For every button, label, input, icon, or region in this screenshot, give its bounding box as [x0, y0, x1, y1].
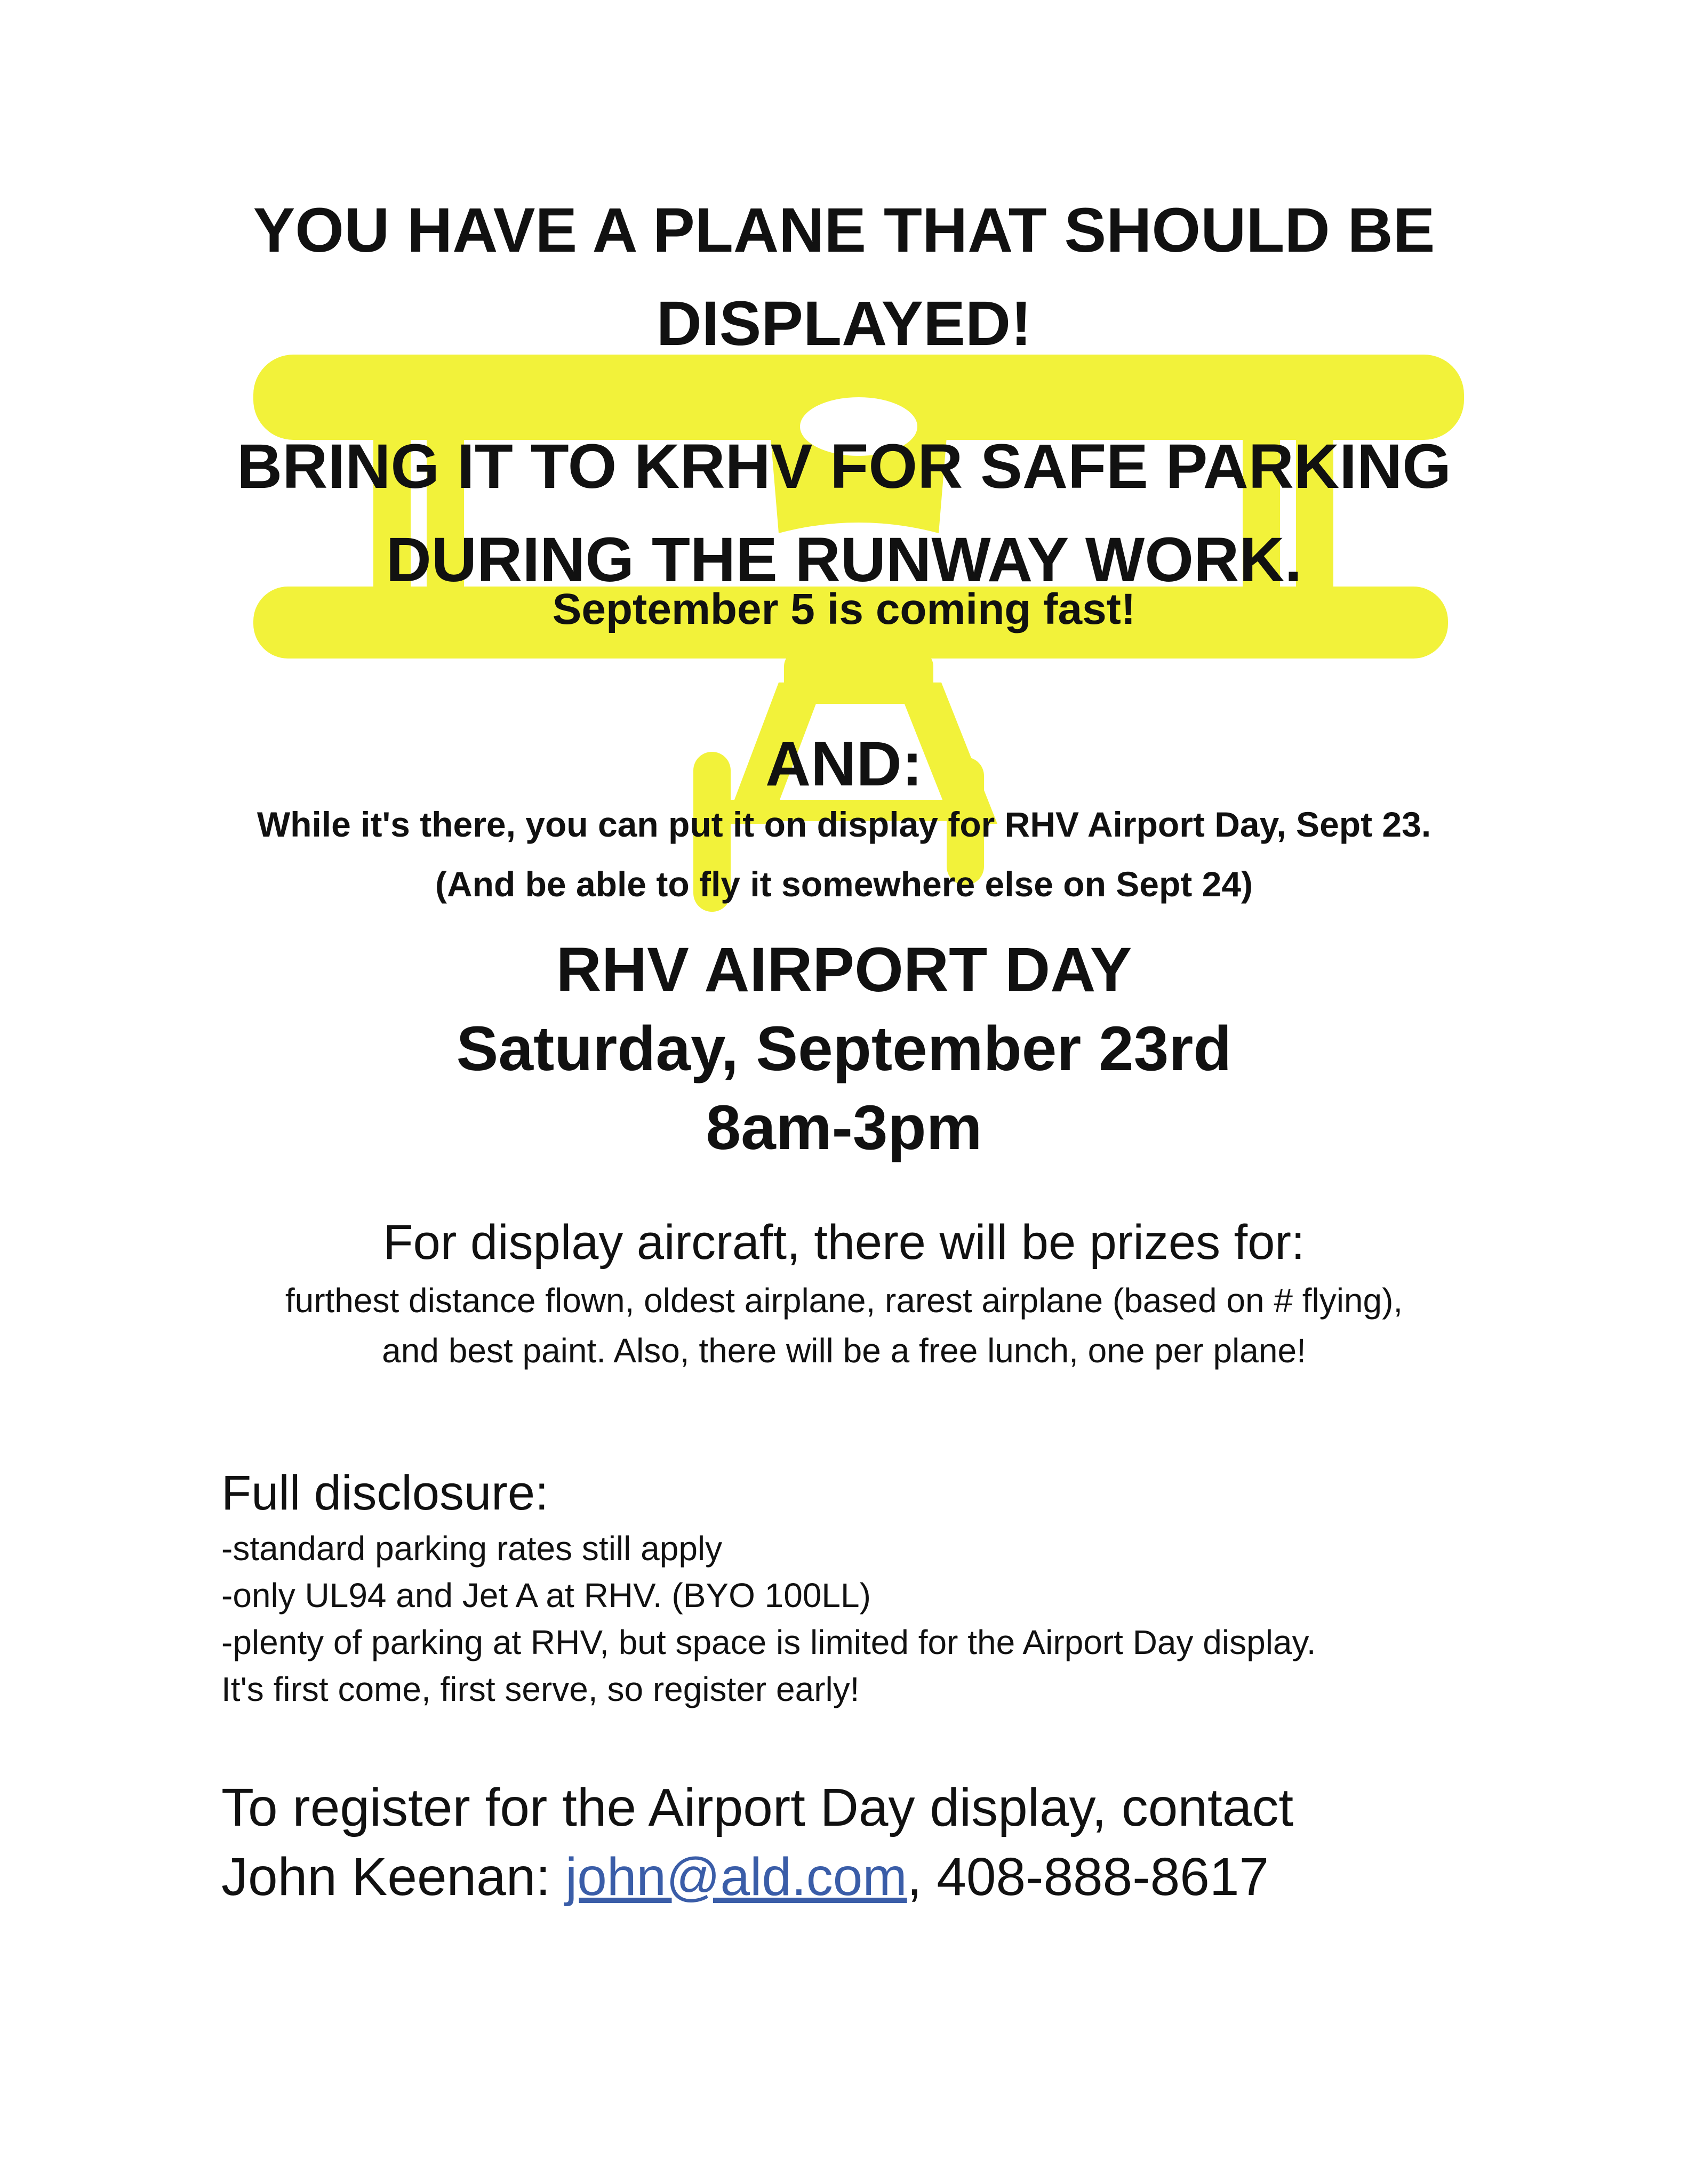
deadline-text: September 5 is coming fast!	[552, 585, 1136, 633]
event-time: 8am-3pm	[706, 1093, 982, 1163]
registration-line-1: To register for the Airport Day display, contact	[221, 1778, 1294, 1837]
prizes-line-1: furthest distance flown, oldest airplane, rarest airplane (based on # flying),	[285, 1281, 1403, 1320]
call-to-action-line-2: DURING THE RUNWAY WORK.	[386, 525, 1302, 595]
prizes-heading-text: For display aircraft, there will be prizes for:	[383, 1215, 1305, 1270]
display-invitation-line-1: While it's there, you can put it on display for RHV Airport Day, Sept 23.	[257, 805, 1431, 844]
disclosure-heading	[221, 1461, 549, 1525]
registration-info	[221, 1773, 1293, 1912]
prizes-list	[0, 1275, 1688, 1376]
prizes-line-2: and best paint. Also, there will be a free lunch, one per plane!	[382, 1331, 1306, 1370]
email-link[interactable]: john@ald.com	[565, 1847, 907, 1907]
event-date: Saturday, September 23rd	[456, 1014, 1232, 1084]
display-invitation	[0, 794, 1688, 914]
registration-line-2	[221, 1842, 1293, 1912]
disclosure-item: It's first come, first serve, so register early!	[221, 1670, 860, 1708]
and-heading	[0, 724, 1688, 804]
prizes-heading	[0, 1208, 1688, 1277]
event-details	[0, 930, 1688, 1167]
disclosure-item: -only UL94 and Jet A at RHV. (BYO 100LL)	[221, 1576, 871, 1615]
contact-name: John Keenan:	[221, 1847, 565, 1907]
headline	[0, 184, 1688, 371]
call-to-action-line-1: BRING IT TO KRHV FOR SAFE PARKING	[236, 431, 1452, 502]
headline-line-1: YOU HAVE A PLANE THAT SHOULD BE	[253, 195, 1435, 266]
headline-line-2: DISPLAYED!	[656, 288, 1032, 359]
disclosure-list	[221, 1525, 1316, 1713]
contact-separator: ,	[907, 1847, 922, 1907]
call-to-action	[0, 420, 1688, 607]
contact-phone: 408-888-8617	[922, 1847, 1269, 1907]
event-name: RHV AIRPORT DAY	[556, 935, 1132, 1005]
disclosure-item: -plenty of parking at RHV, but space is limited for the Airport Day display.	[221, 1623, 1316, 1661]
deadline-note	[0, 580, 1688, 639]
disclosure-heading-text: Full disclosure:	[221, 1466, 549, 1520]
display-invitation-line-2: (And be able to fly it somewhere else on Sept 24)	[435, 864, 1253, 904]
and-heading-text: AND:	[765, 729, 923, 799]
disclosure-item: -standard parking rates still apply	[221, 1529, 723, 1568]
